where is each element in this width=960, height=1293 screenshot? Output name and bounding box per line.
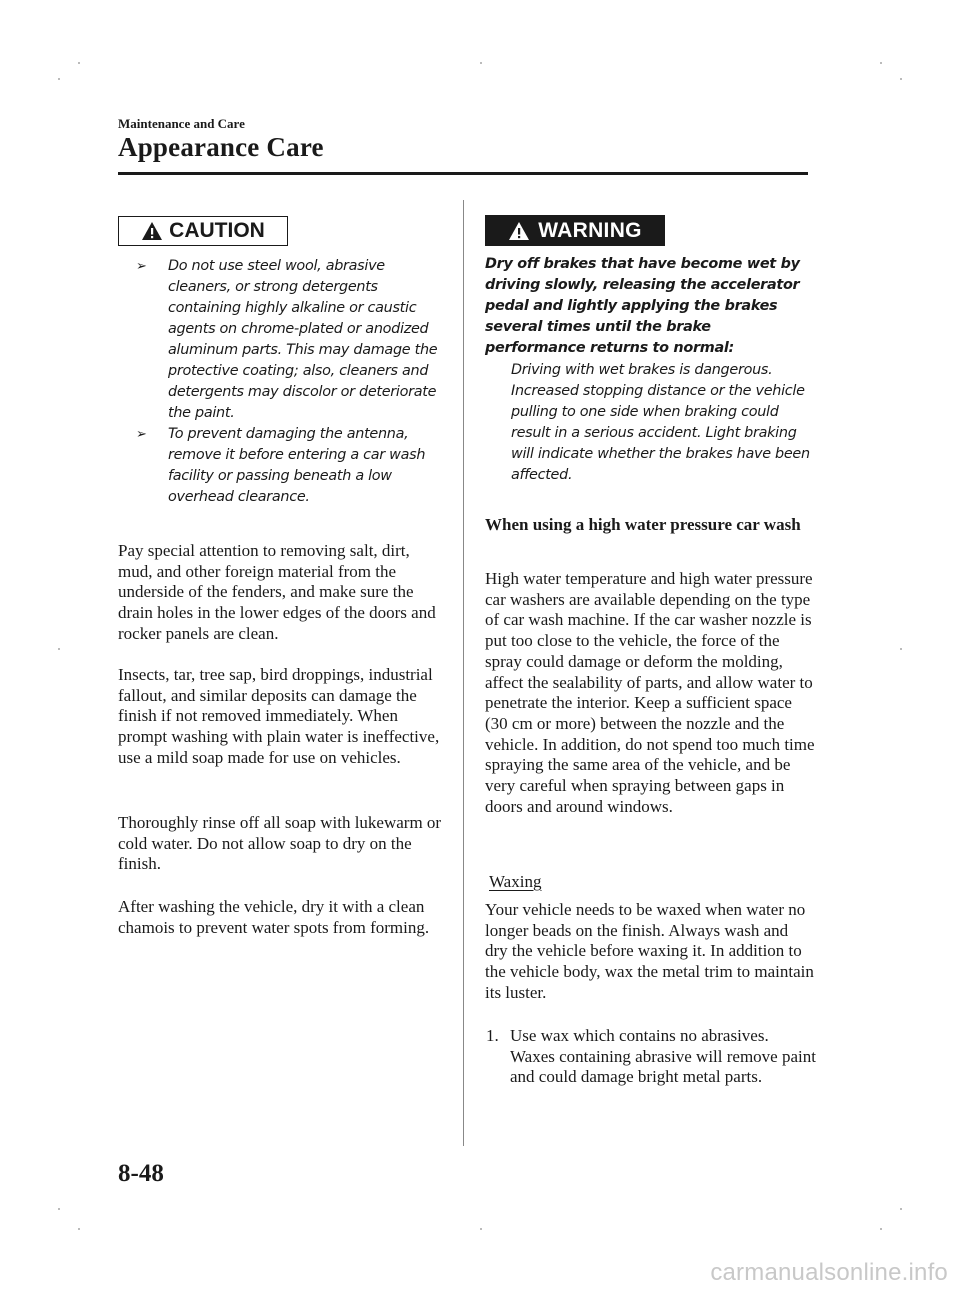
section-label: Maintenance and Care: [118, 116, 245, 131]
crop-mark: [58, 78, 60, 80]
caution-warning-icon: [141, 221, 163, 241]
paragraph: Insects, tar, tree sap, bird droppings, industrial fallout, and similar deposits can damage the finish if not removed immediately. When prompt washing with plain water is ineffective, use a mild soap made for use on vehicles.: [118, 665, 440, 767]
caution-item: ➢ To prevent damaging the antenna, remove it before entering a car wash facility or passing beneath a low overhead clearance.: [136, 426, 426, 505]
crop-mark: [480, 1228, 482, 1230]
page-title: Appearance Care: [118, 132, 324, 162]
arrow-bullet-icon: ➢: [136, 427, 147, 442]
page-number: 8-48: [118, 1160, 164, 1187]
paragraph: Your vehicle needs to be waxed when water no longer beads on the finish. Always wash and dry the vehicle before waxing it. In addition to the vehicle body, wax the metal trim to maintain its luster.: [485, 900, 814, 1002]
warning-icon: [508, 221, 530, 241]
caution-label-box: [118, 216, 288, 246]
watermark: carmanualsonline.info: [710, 1259, 948, 1286]
caution-item: ➢ Do not use steel wool, abrasive cleaners, or strong detergents containing highly alkaline or caustic agents on chrome-plated or anodized aluminum parts. This may damage the protective coating; also, cleaners and detergents may discolor or deteriorate the paint.: [136, 258, 438, 421]
numbered-list: [486, 1026, 816, 1088]
warning-label-box: [485, 215, 665, 246]
list-item: [486, 1026, 816, 1088]
warning-label: WARNING: [538, 218, 642, 242]
crop-mark: [58, 648, 60, 650]
caution-list: [132, 256, 444, 508]
crop-mark: [880, 62, 882, 64]
section-heading: When using a high water pressure car wash: [485, 515, 801, 534]
crop-mark: [900, 78, 902, 80]
arrow-bullet-icon: ➢: [136, 259, 147, 274]
subheading-waxing: Waxing: [489, 872, 542, 891]
crop-mark: [900, 1208, 902, 1210]
title-rule: [118, 172, 808, 175]
list-number: 1.: [486, 1026, 499, 1045]
column-divider: [463, 200, 464, 1146]
crop-mark: [58, 1208, 60, 1210]
crop-mark: [480, 62, 482, 64]
crop-mark: [880, 1228, 882, 1230]
caution-label: CAUTION: [169, 219, 265, 242]
paragraph: Pay special attention to removing salt, dirt, mud, and other foreign material from the underside of the fenders, and make sure the drain holes in the lower edges of the doors and rocker panels are clean.: [118, 541, 436, 643]
warning-headline: Dry off brakes that have become wet by driving slowly, releasing the accelerator pedal and lightly applying the brakes several times until the brake performance returns to normal:: [485, 256, 800, 356]
warning-detail: Driving with wet brakes is dangerous. Increased stopping distance or the vehicle pulling to one side when braking could result in a serious accident. Light braking will indicate whether the brakes have been affected.: [511, 362, 810, 483]
list-item-text: Use wax which contains no abrasives. Waxes containing abrasive will remove paint and could damage bright metal parts.: [510, 1026, 816, 1087]
crop-mark: [78, 1228, 80, 1230]
paragraph: Thoroughly rinse off all soap with lukewarm or cold water. Do not allow soap to dry on the finish.: [118, 813, 442, 874]
paragraph: After washing the vehicle, dry it with a clean chamois to prevent water spots from forming.: [118, 897, 430, 937]
crop-mark: [900, 648, 902, 650]
paragraph: High water temperature and high water pressure car washers are available depending on the type of car wash machine. If the car washer nozzle is put too close to the vehicle, the force of the spray could damage or deform the molding, affect the sealability of parts, and allow water to penetrate the interior. Keep a sufficient space (30 cm or more) between the nozzle and the vehicle. In addition, do not spend too much time spraying the same area of the vehicle, and be very careful when spraying between gaps in doors and around windows.: [485, 569, 815, 816]
crop-mark: [78, 62, 80, 64]
